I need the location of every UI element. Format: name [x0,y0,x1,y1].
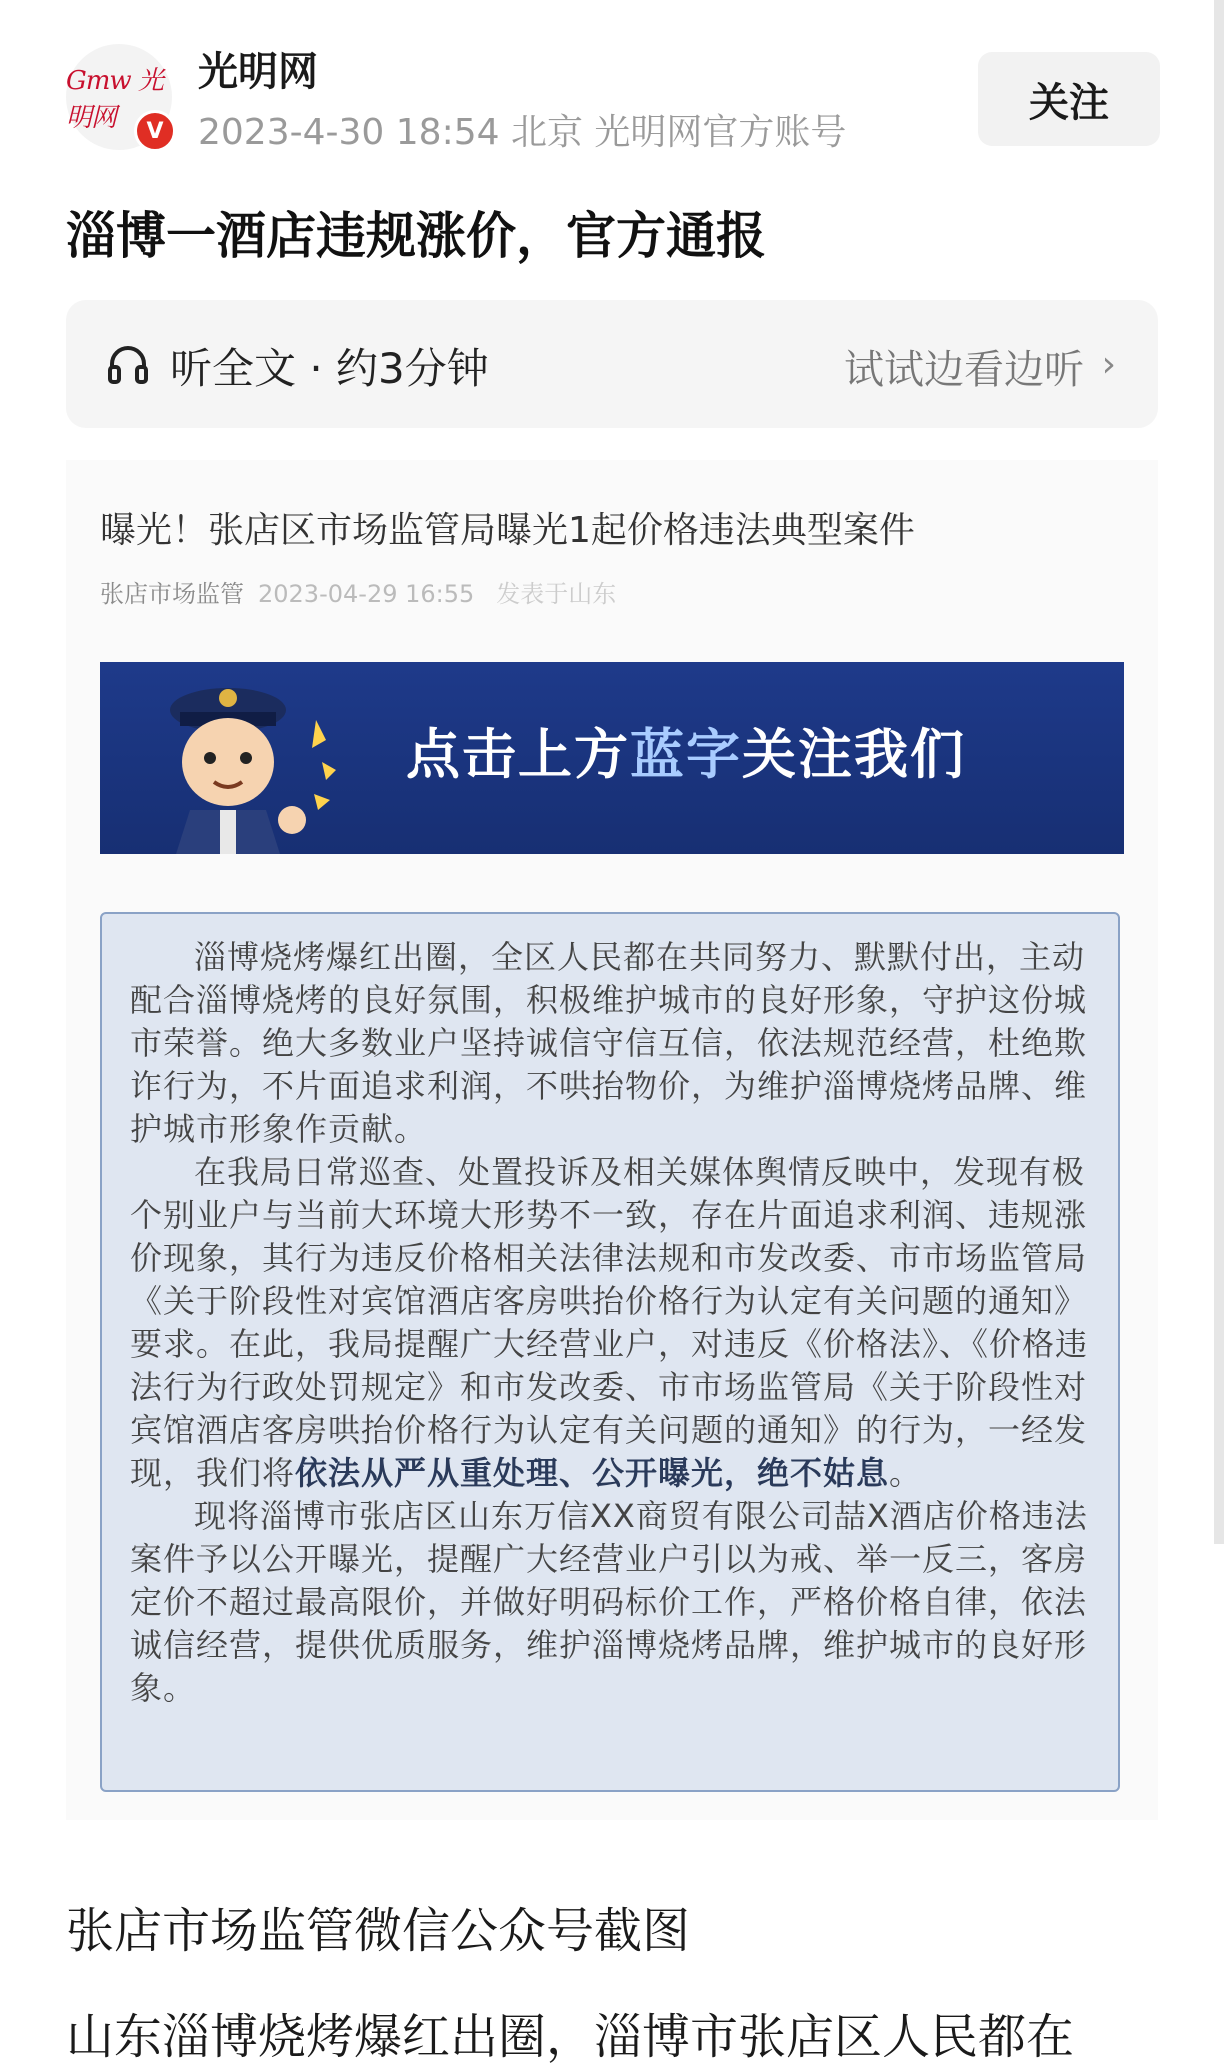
follow-us-banner [100,662,1124,854]
screenshot-title: 曝光！张店区市场监管局曝光1起价格违法典型案件 [100,510,915,551]
follow-button[interactable]: 关注 [978,52,1160,146]
banner-text-highlight: 蓝字 [630,723,742,786]
screenshot-date: 2023-04-29 16:55 [258,580,475,608]
notice-paragraph-2 [130,1151,1090,1495]
chevron-right-icon: › [1101,344,1116,385]
banner-text-suffix: 关注我们 [742,723,966,786]
verified-badge-icon: V [134,110,176,152]
banner-text [406,712,966,789]
post-meta: 2023-4-30 18:54 北京 光明网官方账号 [198,112,847,153]
screenshot-location: 发表于山东 [496,580,617,608]
notice-paragraph-2-bold: 依法从严从重处理、公开曝光，绝不姑息 [295,1454,890,1492]
article-headline: 淄博一酒店违规涨价，官方通报 [66,207,766,265]
screenshot-source: 张店市场监管 [100,580,244,608]
watch-and-listen-link[interactable]: 试试边看边听 [844,347,1084,393]
headphones-icon [106,342,150,386]
officer-cartoon-icon [140,670,340,854]
notice-paragraph-2-text: 在我局日常巡查、处置投诉及相关媒体舆情反映中，发现有极个别业户与当前大环境大形势不一致，存在片面追求利润、违规涨价现象，其行为违反价格相关法律法规和市发改委、市市场监管局《关于阶段性对宾馆酒店客房哄抬价格行为认定有关问题的通知》要求。在此，我局提醒广大经营业户，对违反《价格法》、《价格违法行为行政处罚规定》和市发改委、市市场监管局《关于阶段性对宾馆酒店客房哄抬价格行为认定有关问题的通知》的行为，一经发现，我们将 [130,1153,1089,1492]
notice-paragraph-2-end: 。 [889,1454,923,1492]
account-name[interactable]: 光明网 [198,49,318,95]
scrollbar[interactable] [1214,0,1224,1544]
screenshot-meta [100,574,616,609]
notice-paragraph-1: 淄博烧烤爆红出圈，全区人民都在共同努力、默默付出，主动配合淄博烧烤的良好氛围，积极维护城市的良好形象，守护这份城市荣誉。绝大多数业户坚持诚信守信互信，依法规范经营，杜绝欺诈行为，不片面追求利润，不哄抬物价，为维护淄博烧烤品牌、维护城市形象作贡献。 [130,938,1088,1148]
notice-paragraph-3: 现将淄博市张店区山东万信XX商贸有限公司喆X酒店价格违法案件予以公开曝光，提醒广大经营业户引以为戒、举一反三，客房定价不超过最高限价，并做好明码标价工作，严格价格自律，依法诚信经营，提供优质服务，维护淄博烧烤品牌，维护城市的良好形象。 [130,1497,1088,1707]
listen-bar[interactable] [66,300,1158,428]
banner-text-prefix: 点击上方 [406,723,630,786]
image-caption: 张店市场监管微信公众号截图 [66,1903,691,1959]
notice-box [100,912,1120,1792]
article-body-text: 山东淄博烧烤爆红出圈，淄博市张店区人民都在 [66,2009,1075,2065]
listen-full-text-label: 听全文 · 约3分钟 [170,344,489,393]
gmw-logo: Gmw 光明网 [66,66,163,133]
embedded-screenshot-image[interactable] [66,460,1158,1820]
